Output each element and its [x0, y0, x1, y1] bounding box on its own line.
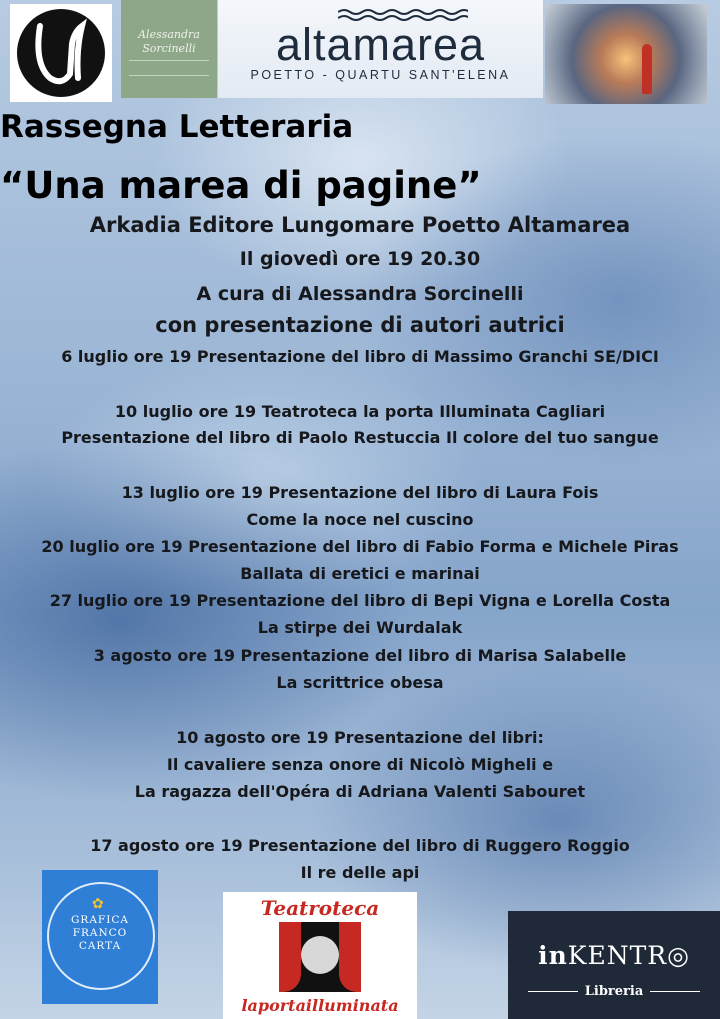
divider-right [650, 991, 700, 992]
alessandra-sorcinelli-logo [121, 0, 217, 98]
event-line: 6 luglio ore 19 Presentazione del libro di Massimo Granchi SE/DICI [61, 347, 659, 366]
logo-divider [129, 60, 209, 76]
grafica-franco-carta-logo [42, 870, 158, 1004]
altamarea-brand: altamarea [275, 19, 486, 70]
woman-figure [642, 44, 652, 94]
grafica-line3: CARTA [78, 940, 122, 952]
event-line: Come la noce nel cuscino [246, 510, 474, 529]
woman-reading-photo [545, 4, 707, 104]
event-line: 20 luglio ore 19 Presentazione del libro di Fabio Forma e Michele Piras [41, 537, 679, 556]
inkentro-brand [508, 941, 720, 970]
event-line: 17 agosto ore 19 Presentazione del libro di Ruggero Roggio [90, 836, 630, 855]
curtain-left [279, 922, 301, 992]
u-monogram-icon [10, 4, 112, 102]
stage-spotlight [301, 936, 339, 974]
inkentro-prefix: in [538, 941, 568, 970]
schedule-line: Il giovedì ore 19 20.30 [239, 248, 481, 270]
event-line: Il cavaliere senza onore di Nicolò Migheli e [166, 755, 554, 774]
altamarea-place: POETTO - QUARTU SANT'ELENA [250, 68, 511, 82]
event-line: 3 agosto ore 19 Presentazione del libro di Marisa Salabelle [93, 646, 627, 665]
event-line: La stirpe dei Wurdalak [257, 618, 463, 637]
curtain-right [339, 922, 361, 992]
event-line: 10 agosto ore 19 Presentazione del libri: [176, 728, 544, 747]
poster-subtitle: “Una marea di pagine” [0, 164, 482, 207]
event-line: La ragazza dell'Opéra di Adriana Valenti Sabouret [134, 782, 586, 801]
teatroteca-subtitle: laportailluminata [241, 996, 399, 1015]
curator-line: A cura di Alessandra Sorcinelli [196, 283, 524, 305]
u-monogram-logo [10, 4, 112, 102]
inkentro-libreria-logo [508, 911, 720, 1019]
event-line: Ballata di eretici e marinai [240, 564, 480, 583]
event-line: 13 luglio ore 19 Presentazione del libro di Laura Fois [121, 483, 599, 502]
logo-name-line1: Alessandra [138, 28, 200, 41]
target-o-icon: ◎ [667, 941, 690, 970]
event-line: 27 luglio ore 19 Presentazione del libro di Bepi Vigna e Lorella Costa [49, 591, 671, 610]
poster-title: Rassegna Letteraria [0, 109, 354, 145]
event-line: Presentazione del libro di Paolo Restuccia Il colore del tuo sangue [61, 428, 659, 447]
teatroteca-title: Teatroteca [260, 896, 380, 920]
inkentro-sub: Libreria [584, 984, 644, 999]
intro-line: con presentazione di autori autrici [155, 313, 565, 337]
event-line: La scrittrice obesa [276, 673, 444, 692]
inkentro-main: KENTR [567, 941, 668, 970]
grafica-line2: FRANCO [72, 927, 128, 939]
teatroteca-logo [223, 892, 417, 1019]
lotus-icon: ✿ [92, 896, 104, 912]
grafica-line1: GRAFICA [71, 914, 129, 926]
altamarea-logo [218, 0, 543, 98]
theater-stage-icon [279, 922, 361, 992]
event-line: 10 luglio ore 19 Teatroteca la porta Illuminata Cagliari [114, 402, 606, 421]
logo-name-line2: Sorcinelli [142, 42, 196, 55]
organizers-line: Arkadia Editore Lungomare Poetto Altamarea [89, 213, 631, 237]
event-line: Il re delle api [300, 863, 420, 882]
